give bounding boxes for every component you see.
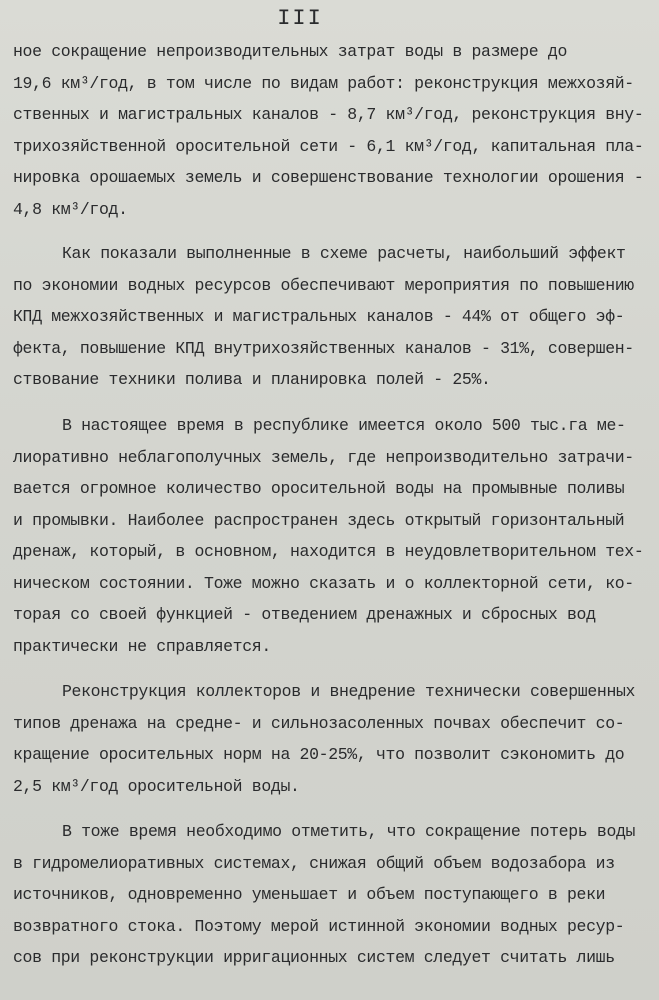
text-line: по экономии водных ресурсов обеспечивают мероприятия по повышению <box>13 275 634 295</box>
text-line: ствование техники полива и планировка полей - 25%. <box>13 370 491 389</box>
text-line: В настоящее время в республике имеется около 500 тыс.га ме- <box>62 416 626 435</box>
text-line: фекта, повышение КПД внутрихозяйственных каналов - 31%, совершен- <box>13 338 634 358</box>
text-line: 19,6 км³/год, в том числе по видам работ: реконструкция межхозяй- <box>13 73 634 93</box>
text-line: вается огромное количество оросительной воды на промывные поливы <box>13 479 625 498</box>
text-line: дренаж, который, в основном, находится в неудовлетворительном тех- <box>13 542 644 561</box>
text-line: В тоже время необходимо отметить, что сокращение потерь воды <box>62 822 636 841</box>
text-line: нировка орошаемых земель и совершенствование технологии орошения - <box>13 168 644 187</box>
text-line: 4,8 км³/год. <box>13 199 128 219</box>
text-line: типов дренажа на средне- и сильнозасоленных почвах обеспечит со- <box>13 713 625 733</box>
text-line: ственных и магистральных каналов - 8,7 км³/год, реконструкция вну- <box>13 105 644 124</box>
text-line: в гидромелиоративных системах, снижая общий объем водозабора из <box>13 853 615 873</box>
text-line: 2,5 км³/год оросительной воды. <box>13 776 300 796</box>
text-line: практически не справляется. <box>13 636 271 656</box>
page-number: III <box>277 6 323 31</box>
text-line: Реконструкция коллекторов и внедрение технически совершенных <box>62 682 636 701</box>
text-line: и промывки. Наиболее распространен здесь открытый горизонтальный <box>13 510 625 530</box>
text-line: ное сокращение непроизводительных затрат воды в размере до <box>13 42 567 61</box>
text-line: лиоративно неблагополучных земель, где непроизводительно затрачи- <box>13 447 634 467</box>
text-line: сов при реконструкции ирригационных систем следует считать лишь <box>13 948 615 967</box>
text-line: возвратного стока. Поэтому мерой истинной экономии водных ресур- <box>13 916 625 936</box>
text-line: Как показали выполненные в схеме расчеты, наибольший эффект <box>62 244 626 263</box>
text-line: ническом состоянии. Тоже можно сказать и о коллекторной сети, ко- <box>13 573 634 593</box>
text-line: трихозяйственной оросительной сети - 6,1 км³/год, капитальная пла- <box>13 136 644 156</box>
text-line: торая со своей функцией - отведением дренажных и сбросных вод <box>13 605 596 624</box>
text-line: источников, одновременно уменьшает и объем поступающего в реки <box>13 885 606 904</box>
text-line: КПД межхозяйственных и магистральных каналов - 44% от общего эф- <box>13 307 625 326</box>
text-line: кращение оросительных норм на 20-25%, что позволит сэкономить до <box>13 745 625 764</box>
